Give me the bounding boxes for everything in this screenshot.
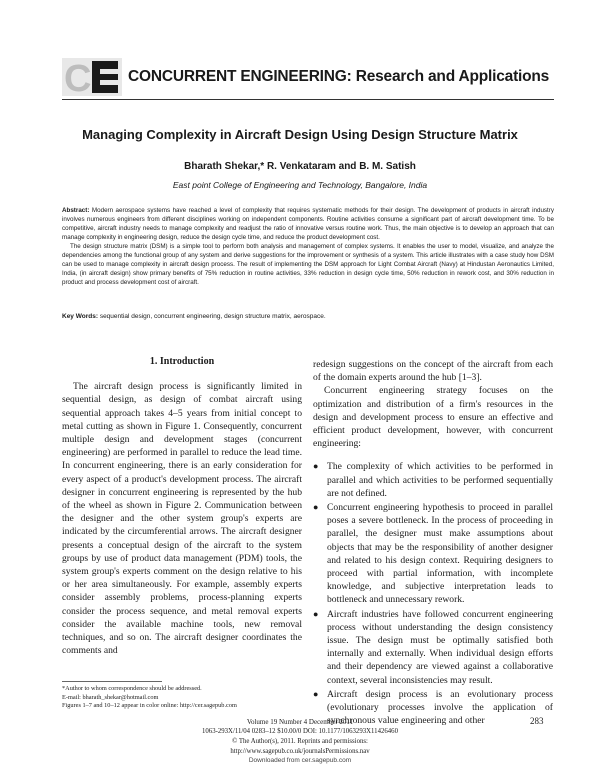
abstract-paragraph-2: The design structure matrix (DSM) is a simple tool to perform both analysis and management of complex systems. It enables the user to model, visualize, and analyze the dependencies among the functional group of any system and derive suggestions for the improvement or synthesis of a system. This article illustrates with a case study how DSM can be used to manage complexity in aircraft design process. The result of implementing the DSM approach for Light Combat Aircraft (Navy) at Hindustan Aeronautics Limited, India, (in aircraft design) show primary benefits of 75% reduction in routine activities, 33% reduction in design cycle time, 50% reduction in rework cost, and 30% reduction in product and process development cost of aircraft. xyxy=(62,243,554,286)
section-heading-introduction: 1. Introduction xyxy=(149,356,215,367)
abstract-paragraph-1 xyxy=(62,206,554,242)
logo-letter-e-block xyxy=(92,61,118,93)
journal-title: CONCURRENT ENGINEERING: Research and Applications xyxy=(128,68,550,85)
header-divider xyxy=(62,99,554,100)
bullet-list xyxy=(313,460,553,727)
bullet-text: Concurrent engineering hypothesis to proceed in parallel poses a severe bottleneck. In the process of proceeding in parallel, the designer must make assumptions about objects that may be the responsibility of another designer and related to his design context. Requiring designers to proceed with partial information, with incomplete knowledge, and subjective interpretation leads to bottleneck and unnecessary rework. xyxy=(327,502,553,606)
abstract-text-1: Modern aerospace systems have reached a level of complexity that requires systematic methods for their design. The development of products in aircraft industry involves numerous engineers from different disciplines working on independent components. Routine activities consume a significant part of aircraft development time. To be competitive, aircraft industry needs to manage complexity and readjust the ratio of innovative versus routine work. Thus, the main objective is to develop an approach that can manage complexity in engineering design, reduce the design cycle time, and reduce the product development cost. xyxy=(62,207,554,241)
author-affiliation: East point College of Engineering and Technology, Bangalore, India xyxy=(172,180,428,190)
footer-volume: Volume 19 Number 4 December 2011 xyxy=(246,718,354,726)
list-item xyxy=(313,460,553,500)
abstract xyxy=(62,206,554,287)
bullet-text: The complexity of which activities to be performed in parallel and which activities to be performed sequentially are not defined. xyxy=(327,461,553,499)
footer-permissions-link[interactable]: http://www.sagepub.co.uk/journalsPermissions.nav xyxy=(230,748,370,755)
footnote-divider xyxy=(62,681,162,682)
footer-doi: 1063-293X/11/04 0283–12 $10.00/0 DOI: 10.1177/1063293X11426460 xyxy=(202,728,398,735)
intro-paragraph-2: Concurrent engineering strategy focuses on the optimization and distribution of a firm's resources in the design and development process to ensure an effective and efficient product development, however, with concurrent engineering: xyxy=(313,385,553,450)
bullet-icon: ● xyxy=(313,688,319,699)
column-right xyxy=(313,358,553,728)
list-item xyxy=(313,608,553,687)
footnotes xyxy=(62,685,302,711)
bullet-icon: ● xyxy=(313,502,319,513)
keywords-label: Key Words: xyxy=(62,313,98,320)
intro-paragraph-1: The aircraft design process is significantly limited in sequential design, as design of combat aircraft using sequential approach takes 4–5 years from initial concept to metal cutting as shown in Figure 1. Consequently, concurrent multiple design and development stages (concurrent engineering) are performed in parallel to reduce the lead time. In concurrent engineering, there is an early consideration for every aspect of a product's development process. The aircraft designer in concurrent engineering is represented by the hub of the wheel as shown in Figure 2. Communication between the designer and the other system group's experts are indicated by the circumferential arrows. The aircraft designer presents a conceptual design of the aircraft to the system groups by use of product data management (PDM) tools, the system group's experts comment on the design relative to his or her area simultaneously. For example, assembly experts consider assembly problems, process-planning experts consider the process sequence, and metal removal experts consider the available machine tools, new removal techniques, and so on. The aircraft designer coordinates the comments and xyxy=(62,381,302,657)
keywords-text: sequential design, concurrent engineering, design structure matrix, aerospace. xyxy=(99,313,326,320)
bullet-text: Aircraft industries have followed concurrent engineering process without understanding the design consistency issue. The design must be optimally satisfied both internally and externally. When individual design efforts and their dependency are viewed against a collaborative context, several inconsistencies may result. xyxy=(327,608,553,686)
intro-paragraph-1-continued: redesign suggestions on the concept of the aircraft from each of the domain experts around the hub [1–3]. xyxy=(313,359,553,384)
footnote-figures[interactable]: Figures 1–7 and 10–12 appear in color online: http://cer.sagepub.com xyxy=(62,702,237,710)
keywords xyxy=(62,313,554,320)
list-item xyxy=(313,501,553,607)
bullet-icon: ● xyxy=(313,461,319,472)
column-left xyxy=(62,355,302,657)
footnote-author: *Author to whom correspondence should be addressed. xyxy=(62,685,202,692)
footnote-email[interactable]: E-mail: bharath_shekar@hotmail.com xyxy=(62,693,159,701)
page-number: 283 xyxy=(530,716,544,726)
author-list: Bharath Shekar,* R. Venkataram and B. M. Satish xyxy=(184,161,416,172)
bullet-icon: ● xyxy=(313,608,319,619)
footer-copyright: © The Author(s), 2011. Reprints and permissions: xyxy=(232,738,368,745)
journal-logo xyxy=(62,58,122,96)
bullet-text: Aircraft design process is an evolutionary process (evolutionary processes involve the application of synchronous value engineering and other xyxy=(327,688,553,727)
paper-title: Managing Complexity in Aircraft Design Using Design Structure Matrix xyxy=(82,127,518,142)
abstract-label: Abstract: xyxy=(62,207,90,214)
footer-download-notice: Downloaded from cer.sagepub.com xyxy=(248,757,352,764)
logo-letter-c: C xyxy=(64,58,92,96)
